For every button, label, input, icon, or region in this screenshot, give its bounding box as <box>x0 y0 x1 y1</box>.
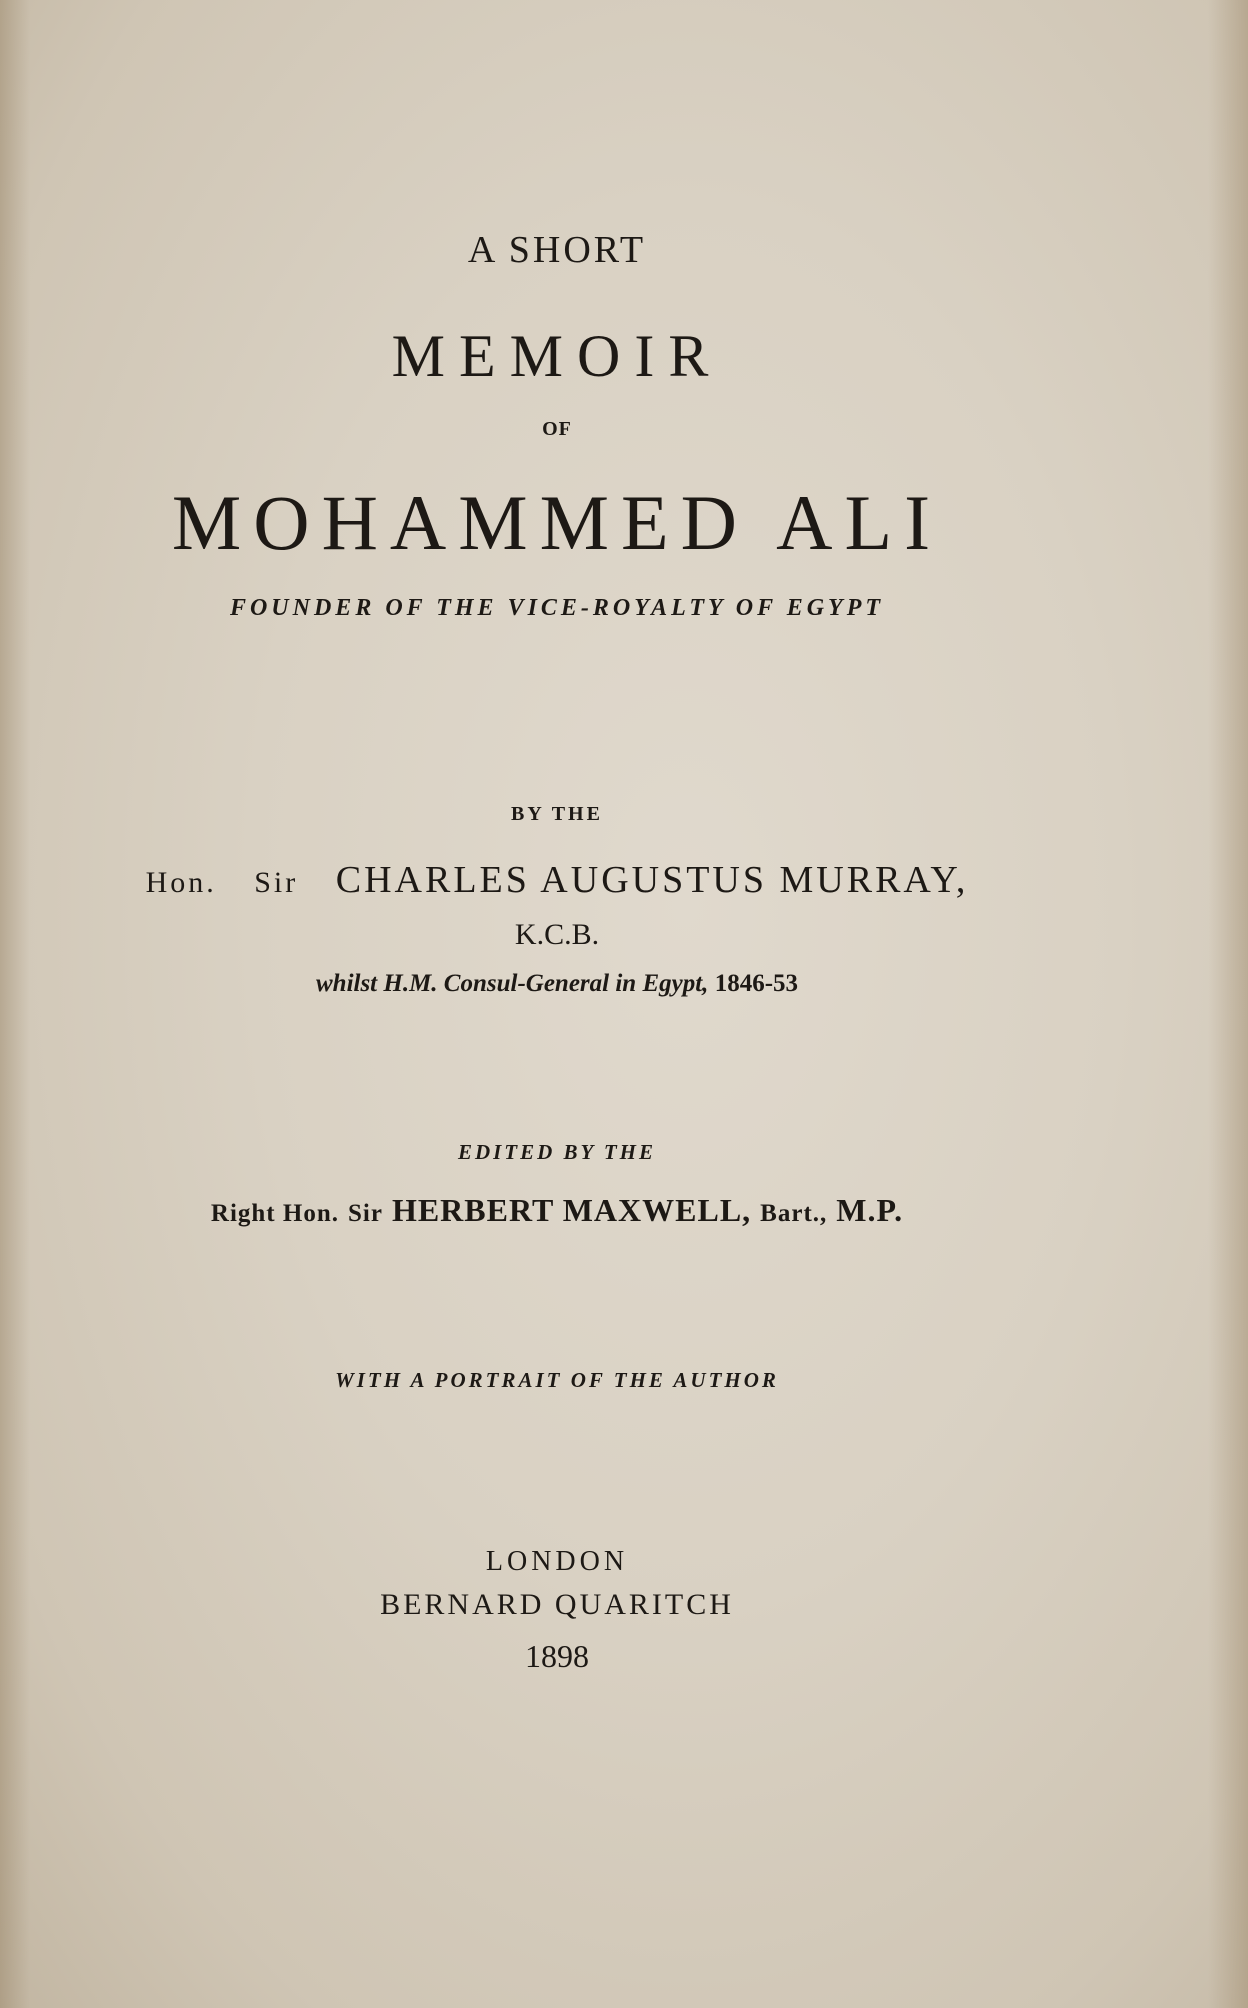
imprint-publisher: BERNARD QUARITCH <box>380 1588 734 1621</box>
author-line <box>0 858 1114 902</box>
author-order: K.C.B. <box>514 918 600 951</box>
editor-name: HERBERT MAXWELL, <box>391 1192 752 1228</box>
editor-line <box>0 1192 1114 1229</box>
pretitle: A SHORT <box>467 229 647 271</box>
page-edge-right <box>1208 0 1248 2008</box>
author-name: CHARLES AUGUSTUS MURRAY, <box>335 859 969 901</box>
author-title: Sir <box>254 866 299 899</box>
author-position-line <box>0 970 1114 998</box>
imprint-year: 1898 <box>525 1638 589 1674</box>
editor-postnominal: M.P. <box>836 1192 904 1228</box>
edited-line: EDITED BY THE <box>457 1140 657 1164</box>
imprint-place: LONDON <box>485 1546 629 1577</box>
illustration-note: WITH A PORTRAIT OF THE AUTHOR <box>335 1368 779 1392</box>
editor-suffix: Bart., <box>760 1200 828 1227</box>
author-years: 1846-53 <box>714 970 799 997</box>
author-honorific: Hon. <box>145 866 217 899</box>
editor-honorific: Right Hon. <box>210 1200 339 1227</box>
book-subject: MOHAMMED ALI <box>171 479 943 566</box>
author-position: whilst H.M. Consul-General in Egypt, <box>315 970 709 997</box>
page-edge-left <box>0 0 30 2008</box>
by-line: BY THE <box>511 803 603 825</box>
editor-title: Sir <box>347 1200 383 1227</box>
title-connector: OF <box>542 418 572 440</box>
book-title: MEMOIR <box>391 323 723 389</box>
subtitle: FOUNDER OF THE VICE-ROYALTY OF EGYPT <box>229 595 885 621</box>
